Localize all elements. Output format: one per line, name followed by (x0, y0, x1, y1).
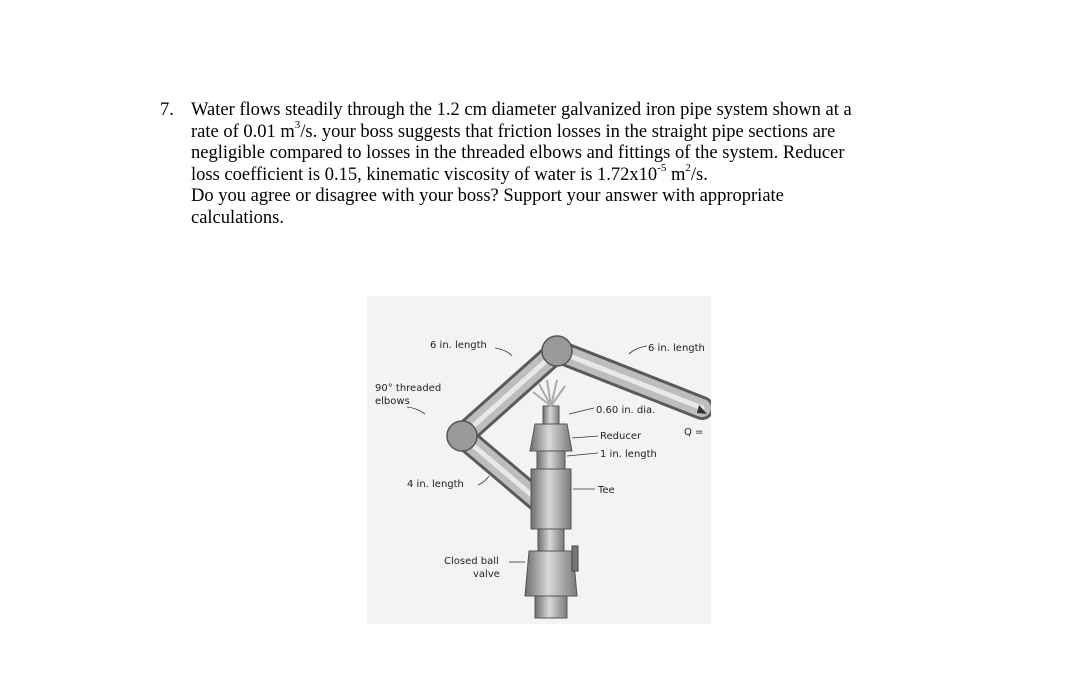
nozzle (543, 406, 559, 424)
problem-line: Water flows steadily through the 1.2 cm diameter galvanized iron pipe system shown at a (191, 100, 852, 120)
problem-line (191, 119, 960, 144)
lower-pipe-segment (538, 529, 564, 551)
label-6in-right: 6 in. length (648, 343, 705, 354)
superscript: -5 (657, 162, 667, 175)
reducer (530, 424, 572, 451)
label-4in: 4 in. length (407, 479, 464, 490)
label-valve-1: Closed ball (444, 556, 499, 567)
problem-text: rate of 0.01 m (191, 121, 295, 142)
left-elbow (447, 421, 477, 451)
superscript: 3 (294, 119, 301, 132)
label-reducer: Reducer (600, 431, 642, 442)
label-elbows-1: 90° threaded (375, 383, 442, 394)
tee (531, 469, 571, 529)
ball-valve (525, 551, 577, 596)
label-elbows-2: elbows (375, 396, 410, 407)
label-tee: Tee (598, 485, 615, 496)
valve-handle (572, 546, 578, 571)
problem-number: 7. (160, 100, 174, 120)
problem-text: /s. (690, 164, 708, 185)
label-q: Q = (684, 427, 704, 438)
problem-line: negligible compared to losses in the threaded elbows and fittings of the system. Reducer (191, 143, 845, 163)
label-1in: 1 in. length (600, 449, 657, 460)
label-dia: 0.60 in. dia. (596, 405, 656, 416)
problem-line: Do you agree or disagree with your boss? Support your answer with appropriate (191, 186, 784, 206)
pipe-diagram (367, 296, 711, 624)
pipe-system-figure (367, 296, 711, 624)
label-6in-left: 6 in. length (430, 340, 487, 351)
problem-body (191, 100, 960, 229)
top-elbow (542, 336, 572, 366)
label-valve-2: valve (473, 569, 500, 580)
short-pipe (537, 451, 565, 469)
problem-statement (160, 100, 960, 229)
problem-line (191, 162, 960, 187)
problem-text: /s. your boss suggests that friction losses in the straight pipe sections are (300, 121, 836, 142)
vertical-assembly (525, 406, 578, 618)
problem-text: m (666, 164, 686, 185)
valve-outlet (535, 596, 567, 618)
problem-text: loss coefficient is 0.15, kinematic viscosity of water is 1.72x10 (191, 164, 658, 185)
problem-line: calculations. (191, 207, 284, 228)
superscript: 2 (685, 162, 691, 175)
